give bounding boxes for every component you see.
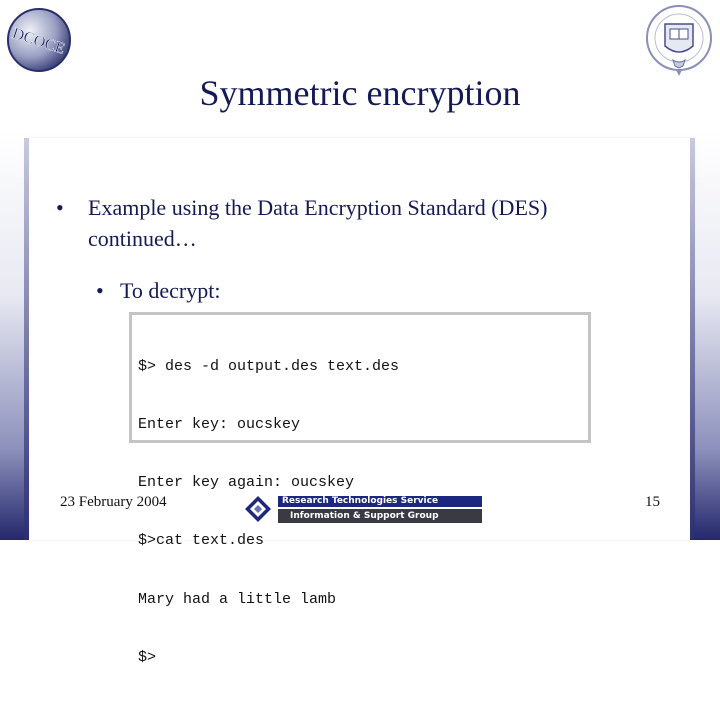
panel-edge-left (24, 138, 29, 540)
rts-diamond-icon (238, 494, 278, 524)
page-number: 15 (645, 494, 660, 510)
org-name-bottom: Information & Support Group (278, 509, 482, 523)
slide-title: Symmetric encryption (199, 73, 521, 113)
bullet-marker: • (96, 278, 104, 303)
terminal-line: Mary had a little lamb (138, 590, 337, 608)
org-name-top: Research Technologies Service (278, 496, 482, 507)
bullet-text: Example using the Data Encryption Standard (DES) continued… (88, 195, 548, 251)
terminal-line: Enter key again: oucskey (138, 474, 355, 492)
dcoce-logo-icon (5, 6, 73, 74)
terminal-line: $> des -d output.des text.des (138, 357, 400, 375)
terminal-line: $> (138, 648, 157, 666)
footer-date: 23 February 2004 (60, 494, 167, 510)
bullet-text: To decrypt: (120, 278, 221, 303)
panel-edge-right (690, 138, 695, 540)
terminal-line: Enter key: oucskey (138, 416, 301, 434)
dcoce-logo-text: DCOCE (10, 24, 67, 58)
bullet-marker: • (56, 195, 64, 220)
rts-footer-logo (238, 494, 482, 524)
terminal-line: $>cat text.des (138, 532, 265, 550)
